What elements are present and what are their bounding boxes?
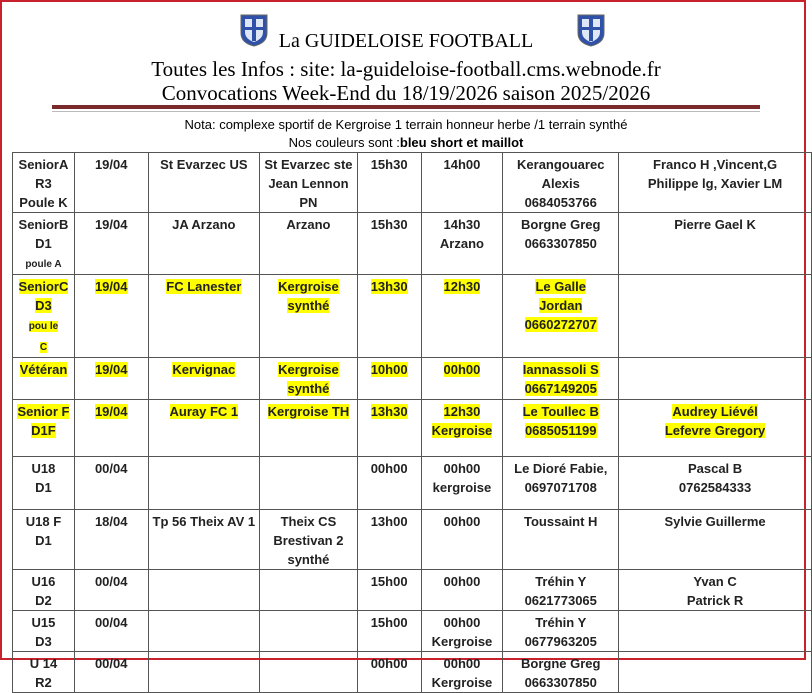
helpers-cell	[619, 457, 812, 510]
driver-cell-text: Tréhin Y	[535, 615, 587, 630]
category-cell-text: SeniorA	[18, 157, 69, 172]
opponent-cell-text: Auray FC 1	[169, 404, 239, 419]
helpers-cell-text: Franco H ,Vincent,G	[653, 157, 778, 172]
kickoff-cell-text: 15h00	[370, 574, 408, 589]
helpers-cell-text: Lefevre Gregory	[664, 423, 766, 438]
venue-cell	[260, 510, 358, 570]
kickoff-cell	[357, 213, 421, 275]
venue-cell	[260, 153, 358, 213]
table-row	[13, 510, 812, 570]
meeting-cell-text: 14h30	[443, 217, 481, 232]
opponent-cell-text: St Evarzec US	[160, 157, 248, 172]
venue-cell-text: St Evarzec ste Jean Lennon PN	[264, 157, 353, 210]
kickoff-cell	[357, 400, 421, 457]
date-cell	[74, 213, 148, 275]
opponent-cell	[148, 213, 260, 275]
divider	[52, 111, 760, 112]
meeting-cell-text: kergroise	[432, 480, 492, 495]
category-cell-text: poule A	[25, 259, 62, 270]
category-cell-text: D3	[35, 298, 52, 313]
venue-cell	[260, 213, 358, 275]
meeting-cell-text: 00h00	[443, 656, 481, 671]
category-cell	[13, 457, 75, 510]
opponent-cell	[148, 570, 260, 611]
date-cell-text: 19/04	[94, 279, 128, 294]
venue-cell-text: Kergroise TH	[267, 404, 350, 419]
driver-cell-text: 0697071708	[524, 480, 597, 495]
meeting-cell	[421, 510, 503, 570]
schedule-table	[12, 152, 812, 693]
driver-cell-text: Le Galle	[535, 279, 587, 294]
category-cell	[13, 358, 75, 400]
meeting-cell-text: 00h00	[443, 461, 481, 476]
venue-cell	[260, 652, 358, 693]
kickoff-cell-text: 15h30	[370, 157, 408, 172]
driver-cell	[503, 652, 619, 693]
kickoff-cell-text: 15h00	[370, 615, 408, 630]
meeting-cell	[421, 652, 503, 693]
meeting-cell-text: Kergroise	[431, 423, 493, 438]
helpers-cell-text: Pierre Gael K	[674, 217, 756, 232]
date-cell-text: 00/04	[94, 656, 128, 671]
meeting-cell-text: 00h00	[443, 574, 481, 589]
opponent-cell-text: Kervignac	[172, 362, 236, 377]
kickoff-cell	[357, 275, 421, 358]
opponent-cell	[148, 457, 260, 510]
driver-cell-text: 0684053766	[524, 195, 597, 210]
helpers-cell-text: Audrey Liévél	[672, 404, 758, 419]
venue-cell-text: Arzano	[286, 217, 331, 232]
helpers-cell	[619, 153, 812, 213]
driver-cell-text: 0621773065	[524, 593, 597, 608]
colours-label: Nos couleurs sont :	[288, 135, 400, 150]
meeting-cell-text: 00h00	[443, 362, 481, 377]
driver-cell-text: Toussaint H	[524, 514, 598, 529]
table-row	[13, 153, 812, 213]
category-cell-text: U18 F	[25, 514, 62, 529]
date-cell	[74, 510, 148, 570]
table-row	[13, 213, 812, 275]
kickoff-cell	[357, 652, 421, 693]
category-cell-text: U 14	[29, 656, 58, 671]
date-cell-text: 19/04	[94, 157, 128, 172]
helpers-cell	[619, 510, 812, 570]
date-cell-text: 00/04	[94, 574, 128, 589]
category-cell-text: D2	[35, 593, 52, 608]
opponent-cell	[148, 400, 260, 457]
helpers-cell	[619, 358, 812, 400]
driver-cell-text: Tréhin Y	[535, 574, 587, 589]
meeting-cell-text: 00h00	[443, 615, 481, 630]
venue-cell	[260, 400, 358, 457]
kickoff-cell	[357, 358, 421, 400]
category-cell-text: D1	[35, 480, 52, 495]
driver-cell-text: 0685051199	[524, 423, 597, 438]
driver-cell-text: 0677963205	[524, 634, 597, 649]
helpers-cell	[619, 570, 812, 611]
date-cell-text: 19/04	[94, 404, 128, 419]
driver-cell-text: Le Dioré Fabie,	[514, 461, 608, 476]
category-cell-text: SeniorB	[18, 217, 69, 232]
table-row	[13, 652, 812, 693]
opponent-cell	[148, 652, 260, 693]
kickoff-cell-text: 15h30	[370, 217, 408, 232]
helpers-cell-text: Pascal B	[687, 461, 743, 476]
meeting-cell-text: Kergroise	[431, 675, 493, 690]
venue-cell	[260, 275, 358, 358]
driver-cell	[503, 570, 619, 611]
driver-cell-text: Jordan	[539, 298, 583, 313]
driver-cell	[503, 611, 619, 652]
category-cell	[13, 213, 75, 275]
table-row	[13, 275, 812, 358]
table-row	[13, 457, 812, 510]
table-row	[13, 570, 812, 611]
meeting-cell-text: 12h30	[443, 404, 481, 419]
opponent-cell-text: JA Arzano	[172, 217, 236, 232]
date-cell-text: 19/04	[94, 217, 128, 232]
date-cell	[74, 153, 148, 213]
kickoff-cell	[357, 570, 421, 611]
helpers-cell	[619, 652, 812, 693]
helpers-cell	[619, 275, 812, 358]
table-row	[13, 400, 812, 457]
venue-cell-text: Kergroise synthé	[278, 279, 339, 313]
kickoff-cell	[357, 611, 421, 652]
helpers-cell	[619, 611, 812, 652]
meeting-cell	[421, 570, 503, 611]
driver-cell	[503, 400, 619, 457]
category-cell-text: Poule K	[19, 195, 68, 210]
meeting-cell-text: Arzano	[439, 236, 484, 251]
driver-cell-text: Kerangouarec	[517, 157, 605, 172]
driver-cell-text: Borgne Greg	[521, 217, 601, 232]
category-cell	[13, 275, 75, 358]
category-cell	[13, 510, 75, 570]
category-cell-text: R2	[35, 675, 52, 690]
driver-cell	[503, 153, 619, 213]
kickoff-cell-text: 13h30	[370, 279, 408, 294]
driver-cell	[503, 213, 619, 275]
meeting-cell	[421, 400, 503, 457]
driver-cell	[503, 457, 619, 510]
category-cell-text: U15	[31, 615, 56, 630]
site-info: Toutes les Infos : site: la-guideloise-football.cms.webnode.fr	[151, 57, 661, 81]
meeting-cell	[421, 275, 503, 358]
category-cell-text: pou le	[28, 321, 59, 332]
meeting-cell	[421, 611, 503, 652]
category-cell	[13, 570, 75, 611]
opponent-cell	[148, 358, 260, 400]
category-cell-text: R3	[35, 176, 52, 191]
driver-cell-text: Borgne Greg	[521, 656, 601, 671]
date-cell-text: 00/04	[94, 615, 128, 630]
date-cell-text: 00/04	[94, 461, 128, 476]
venue-cell	[260, 570, 358, 611]
meeting-cell-text: 00h00	[443, 514, 481, 529]
helpers-cell-text: Sylvie Guillerme	[664, 514, 766, 529]
opponent-cell	[148, 510, 260, 570]
divider	[52, 105, 760, 109]
category-cell	[13, 400, 75, 457]
helpers-cell-text: 0762584333	[678, 480, 752, 495]
meeting-cell-text: 12h30	[443, 279, 481, 294]
kickoff-cell-text: 13h30	[370, 404, 408, 419]
venue-cell	[260, 457, 358, 510]
date-cell	[74, 570, 148, 611]
club-title: La GUIDELOISE FOOTBALL	[278, 30, 534, 52]
kickoff-cell	[357, 457, 421, 510]
table-row	[13, 358, 812, 400]
colours-value: bleu short et maillot	[399, 135, 524, 150]
helpers-cell	[619, 400, 812, 457]
category-cell	[13, 611, 75, 652]
kickoff-cell	[357, 510, 421, 570]
meeting-cell	[421, 213, 503, 275]
helpers-cell	[619, 213, 812, 275]
venue-cell	[260, 358, 358, 400]
category-cell-text: D1	[35, 236, 52, 251]
date-cell	[74, 275, 148, 358]
date-cell	[74, 400, 148, 457]
kickoff-cell-text: 00h00	[370, 461, 408, 476]
convocations-title: Convocations Week-End du 18/19/2026 saison 2025/2026	[161, 81, 651, 105]
meeting-cell	[421, 358, 503, 400]
driver-cell-text: Iannassoli S	[522, 362, 599, 377]
date-cell	[74, 652, 148, 693]
opponent-cell-text: Tp 56 Theix AV 1	[152, 514, 256, 529]
driver-cell-text: 0663307850	[524, 675, 597, 690]
opponent-cell	[148, 153, 260, 213]
opponent-cell-text: FC Lanester	[166, 279, 242, 294]
category-cell-text: D1F	[31, 423, 56, 438]
helpers-cell-text: Patrick R	[686, 593, 744, 608]
category-cell	[13, 652, 75, 693]
venue-cell	[260, 611, 358, 652]
nota-text: Nota: complexe sportif de Kergroise 1 terrain honneur herbe /1 terrain synthé	[184, 117, 628, 132]
date-cell-text: 18/04	[94, 514, 128, 529]
table-row	[13, 611, 812, 652]
date-cell	[74, 358, 148, 400]
driver-cell-text: 0663307850	[524, 236, 597, 251]
opponent-cell	[148, 611, 260, 652]
kickoff-cell-text: 10h00	[370, 362, 408, 377]
venue-cell-text: Theix CS Brestivan 2 synthé	[273, 514, 344, 567]
venue-cell-text: Kergroise synthé	[278, 362, 339, 396]
colours-text	[0, 135, 812, 150]
meeting-cell-text: Kergroise	[431, 634, 493, 649]
category-cell-text: D1	[35, 533, 52, 548]
category-cell-text: Senior F	[17, 404, 70, 419]
meeting-cell	[421, 153, 503, 213]
driver-cell-text: 0667149205	[524, 381, 597, 396]
driver-cell	[503, 275, 619, 358]
category-cell-text: U16	[31, 574, 56, 589]
category-cell-text: C	[39, 342, 48, 353]
driver-cell	[503, 510, 619, 570]
kickoff-cell-text: 13h00	[370, 514, 408, 529]
driver-cell	[503, 358, 619, 400]
category-cell-text: Vétéran	[19, 362, 68, 377]
category-cell-text: SeniorC	[18, 279, 69, 294]
driver-cell-text: Alexis	[541, 176, 580, 191]
date-cell-text: 19/04	[94, 362, 128, 377]
helpers-cell-text: Philippe lg, Xavier LM	[647, 176, 783, 191]
helpers-cell-text: Yvan C	[693, 574, 737, 589]
date-cell	[74, 457, 148, 510]
opponent-cell	[148, 275, 260, 358]
category-cell	[13, 153, 75, 213]
driver-cell-text: 0660272707	[524, 317, 597, 332]
category-cell-text: U18	[31, 461, 56, 476]
meeting-cell	[421, 457, 503, 510]
kickoff-cell	[357, 153, 421, 213]
meeting-cell-text: 14h00	[443, 157, 481, 172]
driver-cell-text: Le Toullec B	[522, 404, 599, 419]
date-cell	[74, 611, 148, 652]
kickoff-cell-text: 00h00	[370, 656, 408, 671]
category-cell-text: D3	[35, 634, 52, 649]
